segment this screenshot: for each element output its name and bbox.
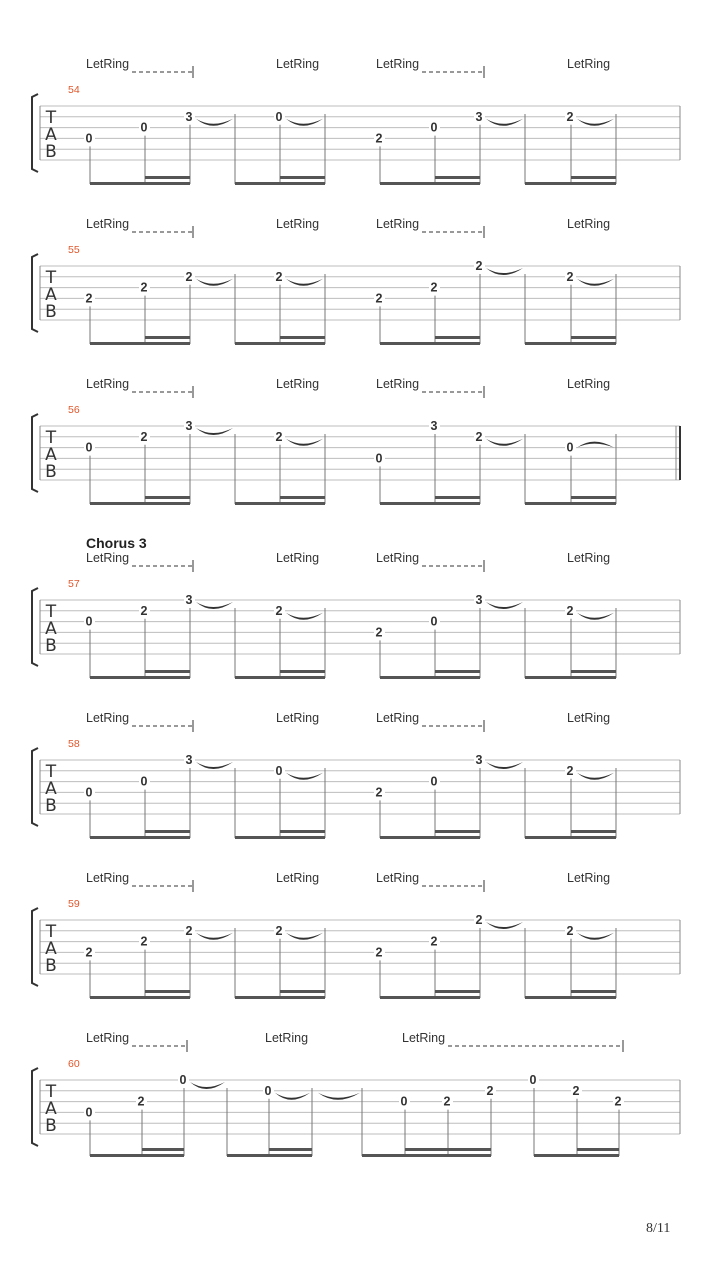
section-label: Chorus 3 [86,535,147,551]
fret-number: 2 [430,280,438,295]
beam-secondary [142,1148,184,1151]
let-ring-label: LetRing [86,871,130,885]
fret-number: 0 [85,440,93,455]
tab-clef-t: T [45,602,57,622]
beam [90,996,190,999]
beam [235,502,325,505]
let-ring-label: LetRing [265,1031,309,1045]
tie-arc [286,933,323,940]
tie-arc [286,439,323,446]
tie-arc [196,428,233,435]
beam-secondary [269,1148,312,1151]
measure-number: 56 [68,404,80,416]
tie-arc [577,933,614,940]
beam-secondary [571,990,616,993]
let-ring-label: LetRing [376,871,420,885]
fret-number: 0 [275,763,283,778]
tab-clef-b: B [45,636,57,656]
fret-number: 3 [185,753,193,767]
beam-secondary [280,176,325,179]
tab-clef-a: A [45,779,57,799]
fret-number: 3 [475,109,483,124]
beam [380,342,480,345]
tie-arc [318,1093,360,1100]
beam-secondary [571,176,616,179]
system-bracket [32,94,38,172]
fret-number: 0 [430,120,438,135]
tab-clef-b: B [45,956,57,976]
tab-clef-t: T [45,268,57,288]
system-bracket [32,748,38,826]
tie-arc [196,762,233,769]
staff-system-58 [32,711,680,839]
fret-number: 2 [443,1094,451,1109]
fret-number: 2 [85,945,93,960]
let-ring-label: LetRing [567,551,611,565]
tab-clef-b: B [45,796,57,816]
beam [90,676,190,679]
beam [90,502,190,505]
fret-number: 0 [140,120,148,135]
let-ring-label: LetRing [402,1031,446,1045]
beam-secondary [435,990,480,993]
beam [525,502,616,505]
tie-arc [577,279,614,286]
beam [380,676,480,679]
fret-number: 2 [85,291,93,306]
beam [525,342,616,345]
beam [90,1154,184,1157]
beam [235,676,325,679]
tab-clef-b: B [45,462,57,482]
fret-number: 0 [400,1094,408,1109]
fret-number: 2 [140,934,148,949]
fret-number: 0 [140,774,148,789]
fret-number: 2 [275,923,283,938]
tab-clef-a: A [45,125,57,145]
tie-arc [190,1082,225,1089]
tab-clef-t: T [45,428,57,448]
beam [227,1154,312,1157]
beam-secondary [435,830,480,833]
beam-secondary [571,336,616,339]
measure-number: 59 [68,898,80,910]
fret-number: 3 [430,419,438,433]
fret-number: 0 [85,131,93,146]
fret-number: 2 [140,280,148,295]
fret-number: 2 [566,763,574,778]
fret-number: 0 [85,614,93,629]
fret-number: 2 [614,1094,622,1109]
let-ring-label: LetRing [86,1031,130,1045]
fret-number: 2 [475,913,483,927]
fret-number: 0 [179,1073,187,1087]
system-bracket [32,254,38,332]
beam [525,676,616,679]
beam-secondary [435,496,480,499]
tab-clef-t: T [45,108,57,128]
beam [362,1154,491,1157]
beam-secondary [145,176,190,179]
fret-number: 2 [375,945,383,960]
fret-number: 3 [185,593,193,607]
fret-number: 3 [185,419,193,433]
tie-arc [486,602,523,609]
let-ring-label: LetRing [86,57,130,71]
beam-secondary [145,670,190,673]
staff-system-59 [32,871,680,999]
tie-arc [486,922,523,929]
fret-number: 2 [375,131,383,146]
beam [380,996,480,999]
let-ring-label: LetRing [276,377,320,391]
let-ring-label: LetRing [376,551,420,565]
staff-system-55 [32,217,680,345]
beam [235,836,325,839]
let-ring-label: LetRing [276,57,320,71]
staff-system-56 [32,377,680,505]
let-ring-label: LetRing [276,871,320,885]
beam-secondary [280,670,325,673]
beam-secondary [571,670,616,673]
beam-secondary [145,496,190,499]
beam-secondary [280,830,325,833]
fret-number: 0 [264,1083,272,1098]
tie-arc [577,773,614,780]
beam [235,996,325,999]
beam [235,342,325,345]
fret-number: 2 [475,259,483,273]
tie-arc [196,279,233,286]
let-ring-label: LetRing [276,551,320,565]
let-ring-label: LetRing [86,551,130,565]
beam-secondary [145,830,190,833]
tie-arc [196,119,233,126]
staff-system-54 [32,57,680,185]
fret-number: 0 [529,1073,537,1087]
let-ring-label: LetRing [276,711,320,725]
tab-clef-t: T [45,762,57,782]
fret-number: 2 [275,429,283,444]
tie-arc [275,1093,310,1100]
beam [525,836,616,839]
fret-number: 3 [475,753,483,767]
let-ring-label: LetRing [86,217,130,231]
fret-number: 2 [375,291,383,306]
beam-secondary [435,670,480,673]
let-ring-label: LetRing [567,711,611,725]
fret-number: 0 [85,785,93,800]
staff-system-57 [32,535,680,679]
fret-number: 0 [566,440,574,455]
measure-number: 55 [68,244,80,256]
system-bracket [32,908,38,986]
beam-secondary [435,336,480,339]
fret-number: 2 [275,269,283,284]
measure-number: 57 [68,578,80,590]
tie-arc [286,119,323,126]
beam-secondary [145,990,190,993]
beam-secondary [577,1148,619,1151]
beam [525,996,616,999]
fret-number: 2 [566,269,574,284]
system-bracket [32,414,38,492]
beam-secondary [280,496,325,499]
measure-number: 54 [68,84,80,96]
fret-number: 2 [430,934,438,949]
fret-number: 2 [137,1094,145,1109]
fret-number: 2 [375,785,383,800]
let-ring-label: LetRing [86,377,130,391]
tab-clef-b: B [45,302,57,322]
tie-arc [286,773,323,780]
tab-clef-b: B [45,142,57,162]
let-ring-label: LetRing [86,711,130,725]
let-ring-label: LetRing [567,217,611,231]
let-ring-label: LetRing [376,711,420,725]
tab-clef-a: A [45,445,57,465]
tie-arc [486,268,523,275]
tab-clef-a: A [45,1099,57,1119]
tab-clef-b: B [45,1116,57,1136]
let-ring-label: LetRing [376,217,420,231]
fret-number: 3 [185,109,193,124]
measure-number: 58 [68,738,80,750]
fret-number: 2 [185,269,193,284]
beam-secondary [405,1148,491,1151]
tie-arc [486,439,523,446]
beam [380,836,480,839]
tab-clef-t: T [45,1082,57,1102]
beam [380,182,480,185]
system-bracket [32,588,38,666]
beam-secondary [280,336,325,339]
let-ring-label: LetRing [567,57,611,71]
fret-number: 0 [430,774,438,789]
beam-secondary [571,830,616,833]
fret-number: 2 [572,1083,580,1098]
tie-arc [577,119,614,126]
tie-arc [196,602,233,609]
beam-secondary [435,176,480,179]
fret-number: 2 [140,429,148,444]
fret-number: 0 [430,614,438,629]
fret-number: 0 [85,1105,93,1120]
tie-arc [577,613,614,620]
beam [90,836,190,839]
beam [534,1154,619,1157]
beam-secondary [571,496,616,499]
system-bracket [32,1068,38,1146]
fret-number: 2 [566,603,574,618]
fret-number: 0 [275,109,283,124]
beam [90,342,190,345]
let-ring-label: LetRing [376,57,420,71]
tie-arc [577,442,614,448]
tie-arc [486,119,523,126]
fret-number: 2 [566,109,574,124]
fret-number: 0 [375,451,383,466]
page-number: 8/11 [646,1221,671,1236]
fret-number: 2 [275,603,283,618]
beam [90,182,190,185]
let-ring-label: LetRing [376,377,420,391]
beam [235,182,325,185]
fret-number: 2 [140,603,148,618]
let-ring-label: LetRing [567,377,611,391]
tab-clef-a: A [45,939,57,959]
beam-secondary [280,990,325,993]
tab-clef-t: T [45,922,57,942]
fret-number: 2 [185,923,193,938]
beam-secondary [145,336,190,339]
tab-clef-a: A [45,285,57,305]
let-ring-label: LetRing [276,217,320,231]
fret-number: 2 [375,625,383,640]
fret-number: 3 [475,593,483,607]
fret-number: 2 [475,429,483,444]
let-ring-label: LetRing [567,871,611,885]
tie-arc [196,933,233,940]
beam [525,182,616,185]
fret-number: 2 [486,1083,494,1098]
tab-clef-a: A [45,619,57,639]
fret-number: 2 [566,923,574,938]
tie-arc [286,613,323,620]
beam [380,502,480,505]
tie-arc [486,762,523,769]
staff-system-60 [32,1031,680,1157]
measure-number: 60 [68,1058,80,1070]
tie-arc [286,279,323,286]
